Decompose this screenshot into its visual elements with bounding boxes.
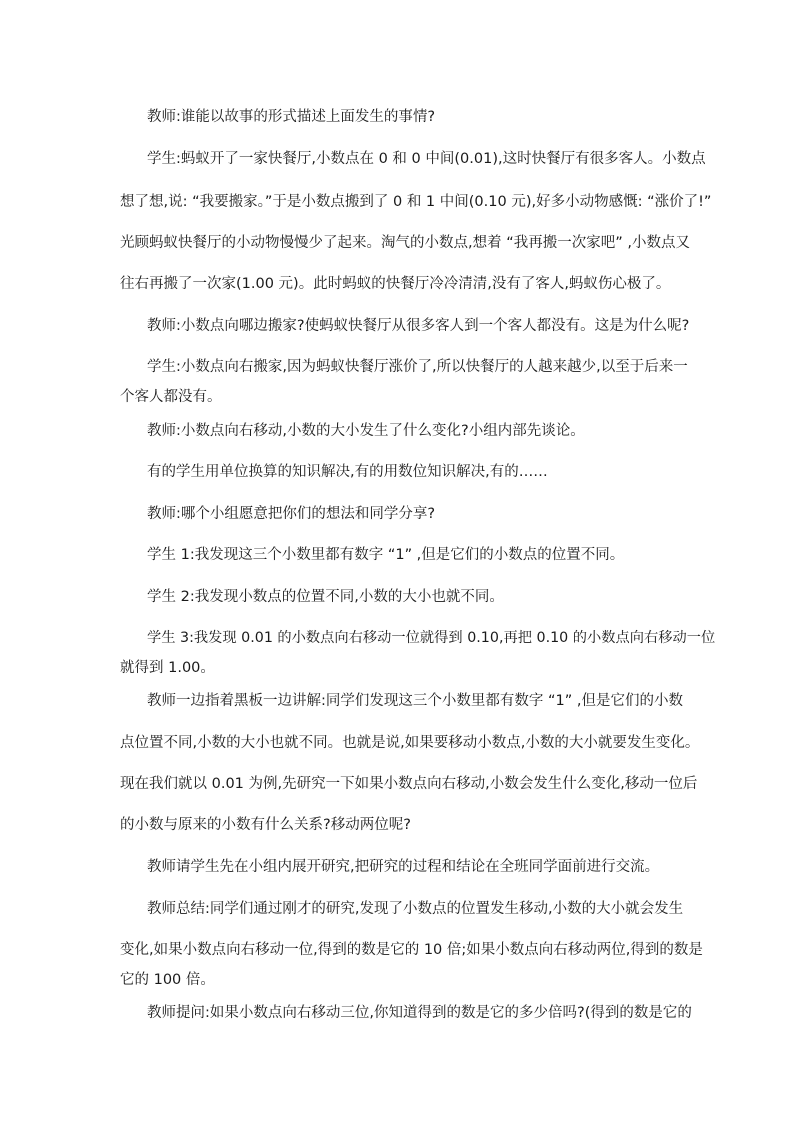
paragraph-line: 教师:谁能以故事的形式描述上面发生的事情? — [147, 109, 436, 125]
paragraph-line: 有的学生用单位换算的知识解决,有的用数位知识解决,有的…… — [147, 464, 548, 480]
paragraph-line: 教师提问:如果小数点向右移动三位,你知道得到的数是它的多少倍吗?(得到的数是它的 — [147, 1005, 692, 1021]
paragraph-line: 教师请学生先在小组内展开研究,把研究的过程和结论在全班同学面前进行交流。 — [147, 859, 660, 875]
paragraph-line: 点位置不同,小数的大小也就不同。也就是说,如果要移动小数点,小数的大小就要发生变化。 — [120, 735, 700, 751]
paragraph-line: 教师:小数点向右移动,小数的大小发生了什么变化?小组内部先谈论。 — [147, 423, 585, 439]
paragraph-line: 想了想,说: “我要搬家。”于是小数点搬到了 0 和 1 中间(0.10 元),好多小动物感慨: “涨价了!” — [120, 194, 712, 210]
paragraph-line: 变化,如果小数点向右移动一位,得到的数是它的 10 倍;如果小数点向右移动两位,得到的数是 — [120, 942, 703, 958]
paragraph-line: 学生 3:我发现 0.01 的小数点向右移动一位就得到 0.10,再把 0.10 的小数点向右移动一位 — [147, 630, 716, 646]
paragraph-line: 学生:蚂蚁开了一家快餐厅,小数点在 0 和 0 中间(0.01),这时快餐厅有很多客人。小数点 — [147, 151, 706, 167]
paragraph-line: 它的 100 倍。 — [120, 972, 215, 988]
paragraph-line: 就得到 1.00。 — [120, 660, 215, 676]
paragraph-line: 教师总结:同学们通过刚才的研究,发现了小数点的位置发生移动,小数的大小就会发生 — [147, 901, 684, 917]
paragraph-line: 教师:哪个小组愿意把你们的想法和同学分享? — [147, 506, 436, 522]
paragraph-line: 现在我们就以 0.01 为例,先研究一下如果小数点向右移动,小数会发生什么变化,移动一位后 — [120, 776, 698, 792]
paragraph-line: 学生 1:我发现这三个小数里都有数字 “1” ,但是它们的小数点的位置不同。 — [147, 547, 625, 563]
paragraph-line: 个客人都没有。 — [120, 389, 222, 405]
paragraph-line: 的小数与原来的小数有什么关系?移动两位呢? — [120, 817, 411, 833]
paragraph-line: 光顾蚂蚁快餐厅的小动物慢慢少了起来。淘气的小数点,想着 “我再搬一次家吧” ,小数点又 — [120, 235, 690, 251]
paragraph-line: 往右再搬了一次家(1.00 元)。此时蚂蚁的快餐厅冷冷清清,没有了客人,蚂蚁伤心极了。 — [120, 276, 671, 292]
paragraph-line: 教师:小数点向哪边搬家?使蚂蚁快餐厅从很多客人到一个客人都没有。这是为什么呢? — [147, 318, 690, 334]
paragraph-line: 学生 2:我发现小数点的位置不同,小数的大小也就不同。 — [147, 589, 504, 605]
paragraph-line: 教师一边指着黑板一边讲解:同学们发现这三个小数里都有数字 “1” ,但是它们的小数 — [147, 693, 683, 709]
paragraph-line: 学生:小数点向右搬家,因为蚂蚁快餐厅涨价了,所以快餐厅的人越来越少,以至于后来一 — [147, 359, 688, 375]
